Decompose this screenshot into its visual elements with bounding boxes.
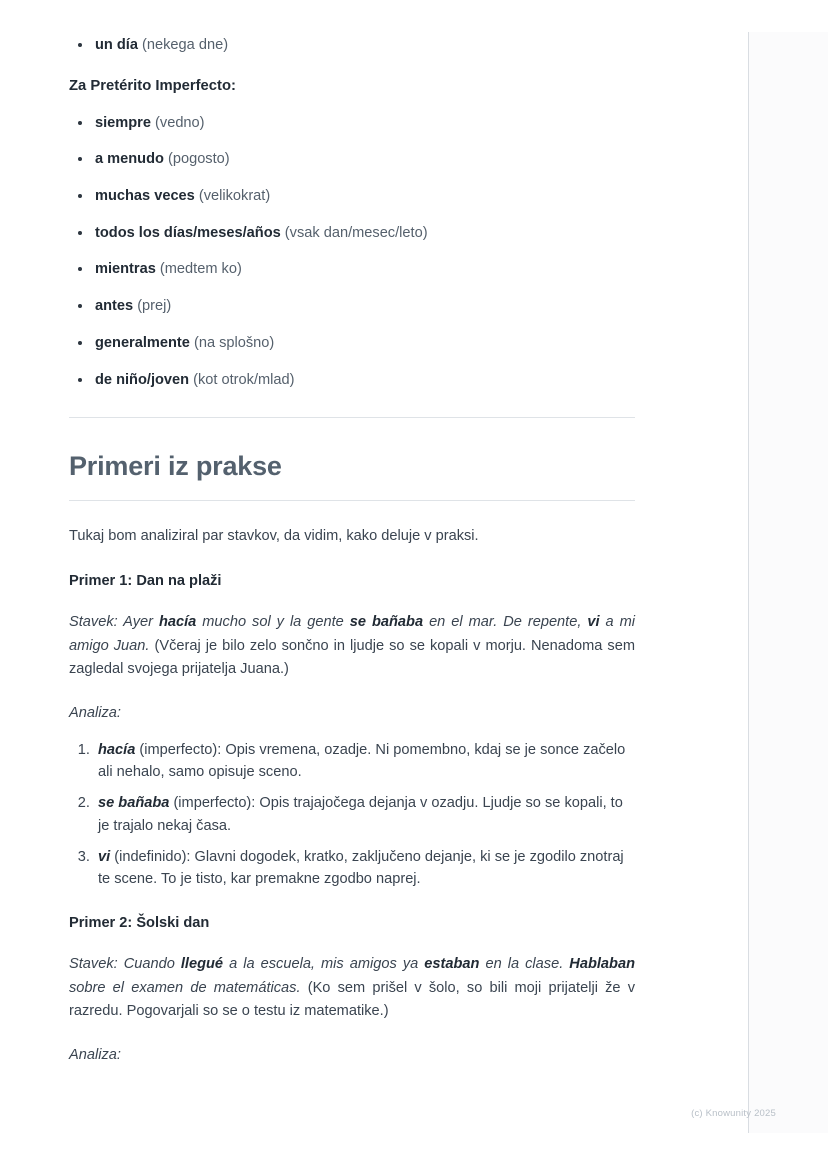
sentence-part: en el mar. De repente, <box>423 614 588 631</box>
sentence-part: en la clase. <box>479 956 570 973</box>
gloss-label: (velikokrat) <box>198 188 271 205</box>
list-item <box>69 114 638 134</box>
list-item <box>69 297 638 317</box>
sentence-translation: (Ko sem prišel v šolo, so bili moji prijatelji že v razredu. Pogovarjali so se o testu iz matematike.) <box>69 979 636 1020</box>
copyright-footer: (c) Knowunity 2025 <box>691 1108 776 1119</box>
term-label: antes <box>95 298 134 315</box>
gloss-label: (na splošno) <box>193 334 275 351</box>
example1-analiza-label: Analiza: <box>69 705 121 721</box>
sentence-highlight: llegué <box>180 956 224 973</box>
list-item <box>69 334 638 354</box>
list-item <box>94 792 638 836</box>
list-item <box>69 224 638 244</box>
analysis-text: (indefinido): Glavni dogodek, kratko, zaključeno dejanje, ki se je zgodilo znotraj te scene. To je tisto, kar premakne zgodbo naprej. <box>98 848 624 887</box>
imperfecto-heading: Za Pretérito Imperfecto: <box>69 77 236 94</box>
term-label: generalmente <box>95 334 190 351</box>
example1-heading: Primer 1: Dan na plaži <box>69 573 222 590</box>
gloss-label: (vsak dan/mesec/leto) <box>284 224 428 241</box>
term-label: a menudo <box>95 151 164 168</box>
list-item <box>69 150 638 170</box>
term-label: de niño/joven <box>95 371 190 388</box>
sentence-part: mucho sol y la gente <box>196 614 350 631</box>
analysis-text: (imperfecto): Opis trajajočega dejanja v ozadju. Ljudje so se kopali, to je trajalo nekaj časa. <box>98 795 623 834</box>
sentence-part: a mi amigo Juan. <box>69 614 636 654</box>
term-label: mientras <box>95 261 156 278</box>
sentence-part: sobre el examen de matemáticas. <box>69 979 301 996</box>
imperfecto-bullet-list <box>69 114 638 391</box>
sentence-highlight: vi <box>587 614 600 631</box>
list-item <box>94 846 638 890</box>
list-item <box>94 739 638 783</box>
sentence-translation: (Včeraj je bilo zelo sončno in ljudje so se kopali v morju. Nenadoma sem zagledal svojega prijatelja Juana.) <box>69 637 635 678</box>
gloss-label: (prej) <box>137 298 172 315</box>
sentence-label: Stavek: <box>69 956 124 973</box>
sentence-part: a la escuela, mis amigos ya <box>223 956 425 973</box>
example2-sentence <box>69 953 635 1024</box>
analysis-term: hacía <box>98 742 136 758</box>
example2-heading: Primer 2: Šolski dan <box>69 915 210 932</box>
list-item <box>69 260 638 280</box>
example2-analiza-label: Analiza: <box>69 1046 121 1063</box>
gloss-label: (pogosto) <box>167 151 230 168</box>
top-bullet-list <box>69 36 638 56</box>
gloss-label: (vedno) <box>155 114 205 131</box>
sentence-highlight: se bañaba <box>349 614 424 631</box>
sentence-part: Cuando <box>123 956 181 973</box>
term-label: todos los días/meses/años <box>95 224 281 241</box>
list-item <box>69 36 638 56</box>
sentence-highlight: hacía <box>158 614 197 631</box>
section-divider <box>69 417 635 418</box>
page-title: Primeri iz prakse <box>69 451 282 482</box>
term-label: muchas veces <box>95 188 195 205</box>
term-label: un día <box>95 37 138 53</box>
intro-paragraph: Tukaj bom analiziral par stavkov, da vidim, kako deluje v praksi. <box>69 528 479 545</box>
analysis-term: vi <box>98 848 111 865</box>
gloss-label: (kot otrok/mlad) <box>193 371 295 388</box>
analysis-term: se bañaba <box>98 795 170 812</box>
gloss-label: (medtem ko) <box>159 261 242 278</box>
sentence-highlight: estaban <box>424 956 480 973</box>
term-label: siempre <box>95 114 151 131</box>
example1-sentence <box>69 611 635 682</box>
list-item <box>69 371 638 391</box>
sentence-highlight: Hablaban <box>569 956 635 973</box>
gloss-label: (nekega dne) <box>142 37 229 53</box>
sentence-part: Ayer <box>123 614 159 631</box>
list-item <box>69 187 638 207</box>
title-underline <box>69 500 635 501</box>
analysis-text: (imperfecto): Opis vremena, ozadje. Ni pomembno, kdaj se je sonce začelo ali nehalo, samo opisuje sceno. <box>98 742 626 781</box>
sentence-label: Stavek: <box>69 614 124 631</box>
example1-analysis-list <box>69 739 638 890</box>
